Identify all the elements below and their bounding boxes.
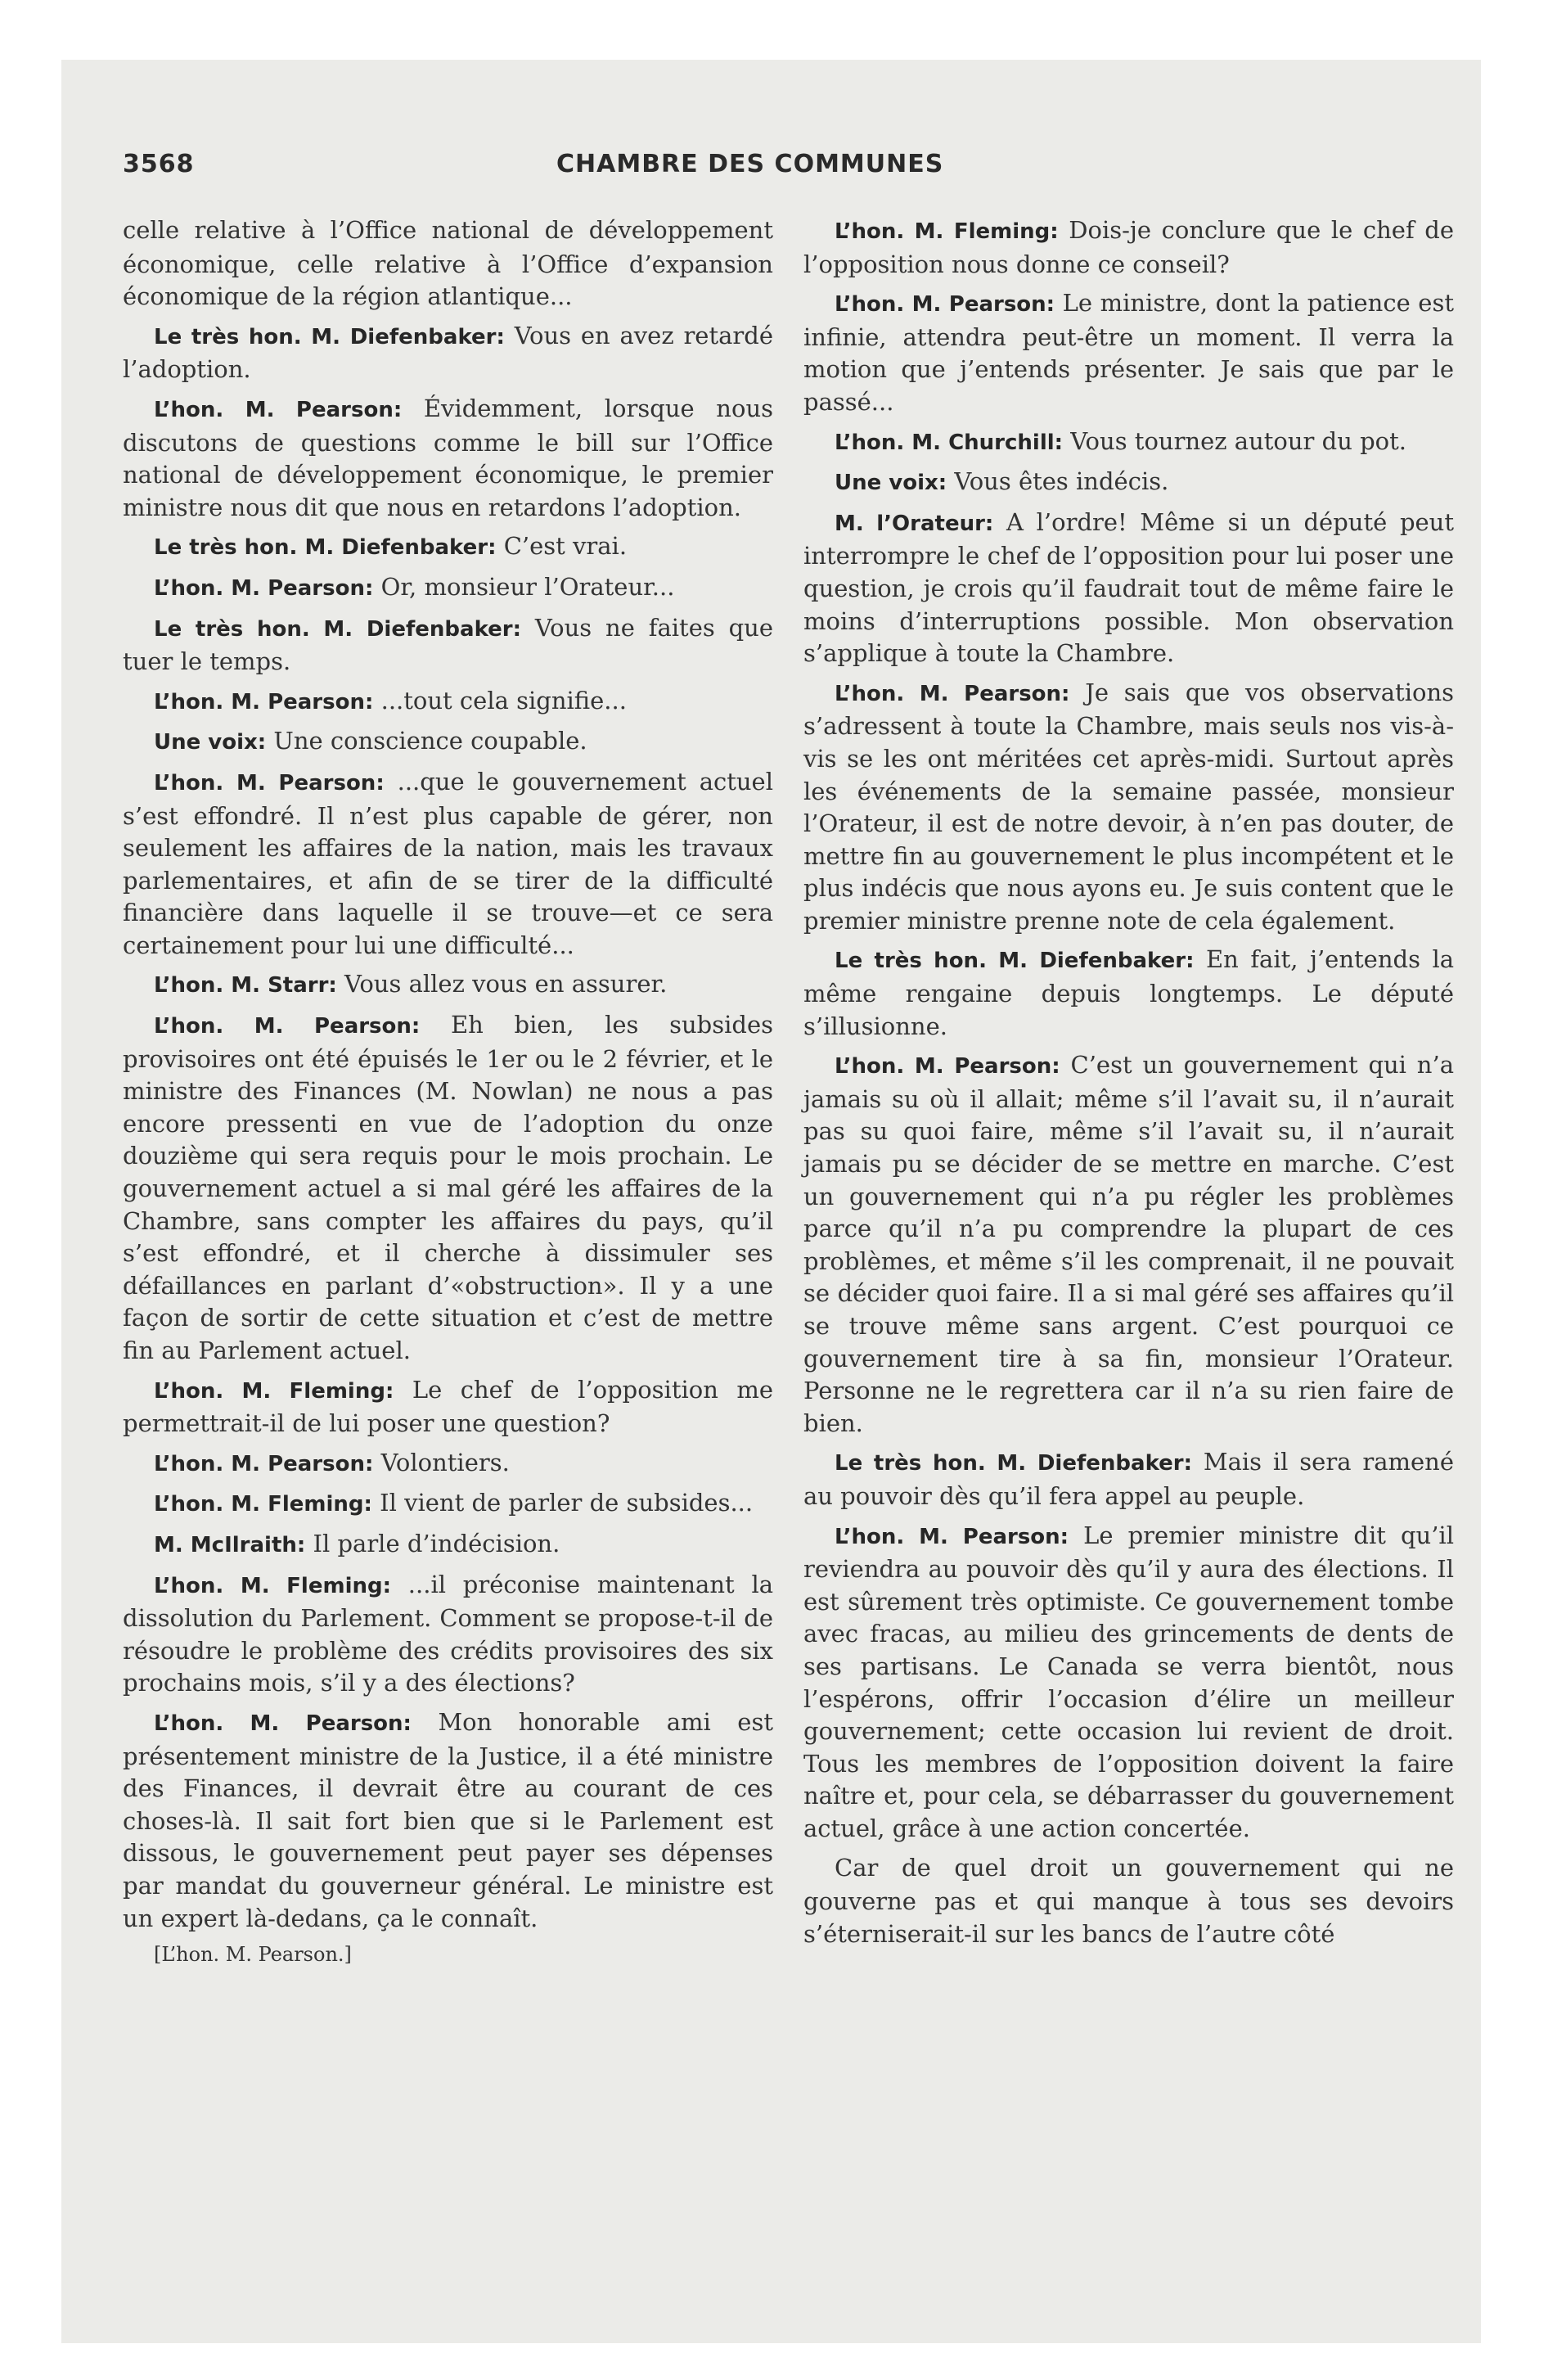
paragraph-text: Vous tournez autour du pot. [1070, 426, 1406, 455]
paragraph-text: Vous allez vous en assurer. [344, 970, 668, 998]
paragraph [123, 1569, 773, 1700]
running-head: CHAMBRE DES COMMUNES [556, 150, 944, 178]
paragraph-text: Volontiers. [380, 1448, 510, 1476]
paragraph [803, 466, 1454, 500]
speaker-name: L’hon. M. Starr: [154, 973, 337, 998]
speaker-name: L’hon. M. Pearson: [154, 689, 374, 714]
paragraph [123, 612, 773, 678]
paragraph-text: Or, monsieur l’Orateur... [380, 572, 675, 601]
paragraph-text: En fait, j’entends la même rengaine depuis longtemps. Le député s’illusionne. [803, 945, 1455, 1040]
speaker-name: L’hon. M. Pearson: [154, 770, 385, 796]
speaker-name: L’hon. M. Fleming: [154, 1492, 372, 1517]
paragraph [803, 1446, 1454, 1512]
speaker-name: M. l’Orateur: [835, 511, 994, 536]
speaker-name: Une voix: [154, 730, 267, 755]
speaker-name: Le très hon. M. Diefenbaker: [835, 949, 1195, 974]
speaker-name: L’hon. M. Pearson: [154, 1711, 412, 1736]
speaker-name: Le très hon. M. Diefenbaker: [154, 616, 522, 642]
paragraph [803, 1520, 1454, 1846]
speaker-name: L’hon. M. Pearson: [154, 1014, 421, 1039]
paragraph [803, 214, 1454, 281]
paragraph-text: Mais il sera ramené au pouvoir dès qu’il fera appel au peuple. [803, 1448, 1455, 1510]
paragraph-text: ...il préconise maintenant la dissolution du Parlement. Comment se propose-t-il de résoudre le problème des crédits provisoires des six prochains mois, s’il y a des élections? [123, 1570, 774, 1697]
paragraph [123, 214, 773, 313]
paragraph [803, 1049, 1454, 1440]
paragraph-text: C’est vrai. [503, 532, 628, 561]
paragraph [803, 287, 1454, 418]
paragraph [803, 507, 1454, 670]
left-column [123, 214, 773, 1974]
speaker-name: Le très hon. M. Diefenbaker: [154, 535, 497, 561]
paragraph-text: Le ministre, dont la patience est infinie, attendra peut-être un moment. Il verra la motion que j’entends présenter. Je sais que par le passé... [803, 289, 1454, 416]
paragraph [803, 426, 1454, 460]
speaker-name: L’hon. M. Fleming: [154, 1378, 394, 1404]
speaker-name: L’hon. M. Fleming: [154, 1573, 392, 1598]
paragraph [803, 677, 1454, 938]
speaker-name: L’hon. M. Pearson: [154, 1451, 374, 1476]
speaker-name: L’hon. M. Pearson: [835, 1054, 1060, 1080]
paragraph-text: A l’ordre! Même si un député peut interrompre le chef de l’opposition pour lui poser une question, je crois qu’il faudrait tout de même faire le moins d’interruptions possible. Mon observation s’applique à toute la Chambre. [803, 507, 1454, 668]
speaker-name: M. McIlraith: [154, 1532, 306, 1557]
paragraph [803, 944, 1454, 1043]
paragraph [123, 530, 773, 565]
paragraph [123, 1528, 773, 1562]
paragraph [123, 320, 773, 386]
speaker-name: L’hon. M. Pearson: [154, 397, 403, 422]
paragraph [803, 1852, 1454, 1951]
speaker-name: Une voix: [835, 471, 947, 496]
paragraph-text: ...tout cela signifie... [380, 686, 627, 714]
paragraph-text: Il parle d’indécision. [313, 1529, 560, 1557]
paragraph [123, 1374, 773, 1440]
paragraph-text: C’est un gouvernement qui n’a jamais su où il allait; même s’il l’avait su, il n’aurait pas su quoi faire, même s’il l’avait su, il n’aurait jamais pu se décider de se mettre en marche. C’est un gouvernement qui n’a pu régler les problèmes parce qu’il n’a pu comprendre la plupart de ces problèmes, et même s’il les comprenait, il ne pouvait se décider quoi faire. Il a si mal géré ses affaires qu’il se trouve même sans argent. C’est pourquoi ce gouvernement tire à sa fin, monsieur l’Orateur. Personne ne le regrettera car il n’a su rien faire de bien. [803, 1051, 1454, 1437]
paragraph-text: ...que le gouvernement actuel s’est effondré. Il n’est plus capable de gérer, non seulement les affaires de la nation, mais les travaux parlementaires, et afin de se tirer de la difficulté financière dans laquelle il se trouve—et ce sera certainement pour lui une difficulté... [123, 767, 773, 959]
paragraph-text: Car de quel droit un gouvernement qui ne gouverne pas et qui manque à tous ses devoirs s’éterniserait-il sur les bancs de l’autre côté [803, 1853, 1454, 1948]
speaker-name: L’hon. M. Churchill: [835, 430, 1064, 455]
speaker-name: L’hon. M. Pearson: [835, 681, 1070, 706]
speaker-footer-note: [L’hon. M. Pearson.] [154, 1943, 352, 1967]
paragraph [123, 725, 773, 760]
page-number: 3568 [123, 150, 195, 178]
paragraph-text: Vous êtes indécis. [954, 467, 1169, 496]
right-column [803, 214, 1454, 1957]
paragraph-text: Évidemment, lorsque nous discutons de questions comme le bill sur l’Office national de développement économique, le premier ministre nous dit que nous en retardons l’adoption. [123, 394, 773, 521]
speaker-name: Le très hon. M. Diefenbaker: [154, 324, 505, 349]
paragraph-text: Je sais que vos observations s’adressent à toute la Chambre, mais seuls nos vis-à-vis se les ont méritées cet après-midi. Surtout après les événements de la semaine passée, monsieur l’Orateur, il est de notre devoir, à n’en pas douter, de mettre fin au gouvernement le plus incompétent et le plus indécis que nous ayons eu. Je suis content que le premier ministre prenne note de cela également. [803, 678, 1454, 935]
paragraph [123, 393, 773, 524]
paragraph [123, 571, 773, 606]
paragraph-text: Il vient de parler de subsides... [380, 1489, 754, 1517]
paragraph-text: Vous ne faites que tuer le temps. [123, 613, 773, 676]
paragraph [123, 1447, 773, 1481]
paragraph-text: Le premier ministre dit qu’il reviendra au pouvoir dès qu’il y aura des élections. Il est sûrement très optimiste. Ce gouvernement tombe avec fracas, au milieu des grincements de dents de ses partisans. Le Canada se verra bientôt, nous l’espérons, offrir l’occasion d’élire un meilleur gouvernement; cette occasion lui revient de droit. Tous les membres de l’opposition doivent la faire naître et, pour cela, se débarrasser du gouvernement actuel, grâce à une action concertée. [803, 1521, 1454, 1842]
paragraph [123, 1487, 773, 1521]
paragraph-text: celle relative à l’Office national de développement économique, celle relative à l’Office d’expansion économique de la région atlantique... [123, 216, 773, 311]
speaker-name: L’hon. M. Fleming: [835, 219, 1059, 244]
paragraph [123, 968, 773, 1003]
paragraph-text: Eh bien, les subsides provisoires ont été épuisés le 1er ou le 2 février, et le ministre des Finances (M. Nowlan) ne nous a pas encore pressenti en vue de l’adoption du onze douzième qui sera requis pour le mois prochain. Le gouvernement actuel a si mal géré les affaires de la Chambre, sans compter les affaires du pays, qu’il s’est effondré, et il cherche à dissimuler ses défaillances en parlant d’«obstruction». Il y a une façon de sortir de cette situation et c’est de mettre fin au Parlement actuel. [123, 1011, 773, 1364]
speaker-name: L’hon. M. Pearson: [835, 1524, 1069, 1549]
paragraph-text: Dois-je conclure que le chef de l’opposition nous donne ce conseil? [803, 216, 1455, 278]
paragraph [123, 685, 773, 719]
paragraph [123, 1009, 773, 1368]
paragraph-text: Une conscience coupable. [273, 727, 587, 755]
paragraph-text: Le chef de l’opposition me permettrait-il de lui poser une question? [123, 1375, 774, 1438]
speaker-name: Le très hon. M. Diefenbaker: [835, 1451, 1193, 1476]
paragraph-text: Vous en avez retardé l’adoption. [123, 321, 773, 384]
speaker-name: L’hon. M. Pearson: [154, 575, 374, 601]
speaker-name: L’hon. M. Pearson: [835, 292, 1055, 318]
paragraph [123, 766, 773, 962]
paragraph-text: Mon honorable ami est présentement ministre de la Justice, il a été ministre des Finances, il devrait être au courant de ces choses-là. Il sait fort bien que si le Parlement est dissous, le gouvernement peut payer ses dépenses par mandat du gouverneur général. Le ministre est un expert là-dedans, ça le connaît. [123, 1707, 773, 1932]
paragraph [123, 1706, 773, 1935]
